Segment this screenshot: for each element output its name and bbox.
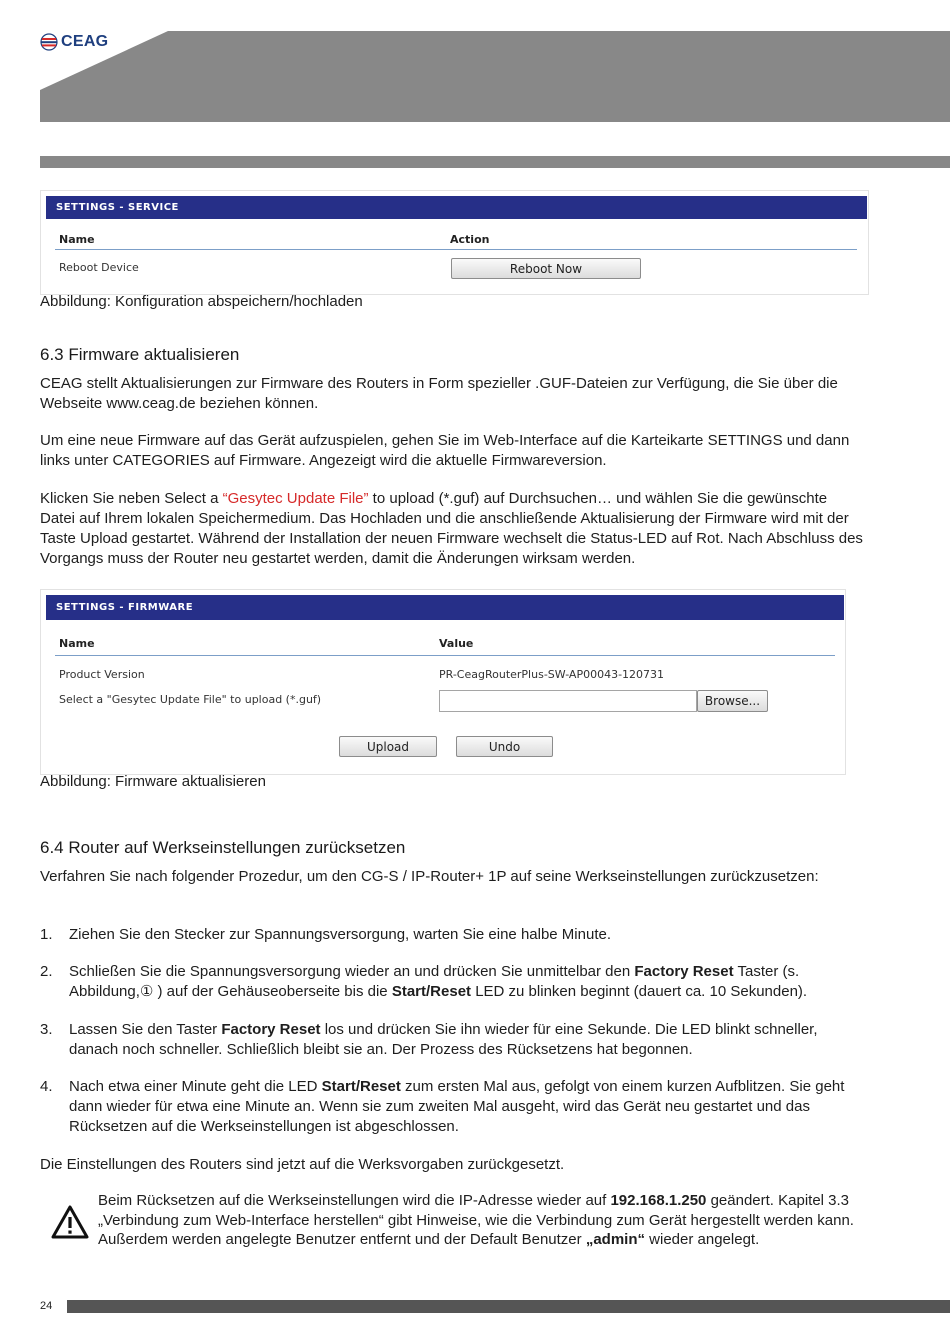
upload-text-a: Klicken Sie neben Select a <box>40 490 223 507</box>
product-version-value: PR-CeagRouterPlus-SW-AP00043-120731 <box>439 668 665 681</box>
browse-button[interactable]: Browse... <box>697 690 768 712</box>
paragraph-reset-outro: Die Einstellungen des Routers sind jetzt auf die Werksvorgaben zurückgesetzt. <box>40 1156 565 1173</box>
list-item-step-3 <box>40 1020 865 1060</box>
warning-text-d: wieder angelegt. <box>645 1231 760 1248</box>
list-number: 1. <box>40 926 53 943</box>
product-version-label: Product Version <box>59 668 145 681</box>
table-header-rule <box>55 655 835 656</box>
start-reset-term: Start/Reset <box>391 983 472 1000</box>
step-text: los und drücken Sie ihn wieder für eine Sekunde. Die LED blinkt schneller, danach noch schneller. Schließlich bleibt sie an. Der Prozess des Rücksetzens hat begonnen. <box>69 1021 818 1058</box>
figure-caption-firmware: Abbildung: Firmware aktualisieren <box>40 773 266 790</box>
column-header-value: Value <box>439 637 474 650</box>
reboot-now-button[interactable]: Reboot Now <box>451 258 641 279</box>
firmware-file-input[interactable] <box>439 690 697 712</box>
warning-text <box>98 1191 868 1250</box>
step-text: Ziehen Sie den Stecker zur Spannungsversorgung, warten Sie eine halbe Minute. <box>69 926 611 943</box>
factory-reset-term: Factory Reset <box>634 963 734 980</box>
column-header-name: Name <box>59 233 95 246</box>
step-text: Lassen Sie den Taster <box>69 1021 222 1038</box>
paragraph-firmware-navigate: Um eine neue Firmware auf das Gerät aufzuspielen, gehen Sie im Web-Interface auf die Karteikarte SETTINGS und dann links unter CATEGORIES auf Firmware. Angezeigt wird die aktuelle Firmwareversion. <box>40 432 850 469</box>
ceag-logo <box>40 33 108 51</box>
ceag-logo-icon <box>40 33 58 51</box>
step-text: Taster (s. Abbildung,① ) auf der Gehäuseoberseite bis die <box>69 963 800 1000</box>
ip-address: 192.168.1.250 <box>610 1192 707 1209</box>
step-text: LED zu blinken beginnt (dauert ca. 10 Sekunden). <box>471 983 808 1000</box>
column-header-action: Action <box>450 233 490 246</box>
list-number: 2. <box>40 963 53 980</box>
upload-button[interactable]: Upload <box>339 736 437 757</box>
paragraph-firmware-intro: CEAG stellt Aktualisierungen zur Firmware des Routers in Form spezieller .GUF-Dateien zur Verfügung, die Sie über die Webseite www.ceag.de beziehen können. <box>40 375 838 412</box>
select-update-file-label: Select a "Gesytec Update File" to upload (*.guf) <box>59 693 322 706</box>
paragraph-firmware-upload <box>40 489 865 569</box>
list-item-step-1 <box>40 925 865 945</box>
screenshot-settings-service <box>40 190 869 295</box>
settings-service-titlebar <box>46 196 867 219</box>
screenshot-settings-firmware <box>40 589 846 775</box>
section-heading-6-3: 6.3 Firmware aktualisieren <box>40 345 240 364</box>
page-number: 24 <box>40 1300 53 1312</box>
footer-band <box>67 1300 950 1313</box>
settings-firmware-title: SETTINGS - FIRMWARE <box>56 602 194 613</box>
sub-header-band <box>40 156 950 168</box>
logo-text: CEAG <box>61 33 109 50</box>
warning-text-c: geändert. Kapitel 3.3 „Verbindung zum Web-Interface herstellen“ gibt Hinweise, wie die Verbindung zum Gerät hergestellt werden kann. Außerdem werden angelegte Benutzer entfernt und der Default Benutzer <box>98 1192 854 1248</box>
step-text: Nach etwa einer Minute geht die LED <box>69 1078 322 1095</box>
settings-firmware-titlebar <box>46 595 844 620</box>
list-number: 3. <box>40 1021 53 1038</box>
figure-caption-config: Abbildung: Konfiguration abspeichern/hochladen <box>40 293 363 310</box>
list-item-step-4 <box>40 1077 865 1137</box>
factory-reset-term: Factory Reset <box>221 1021 321 1038</box>
step-text: zum ersten Mal aus, gefolgt von einem kurzen Aufblitzen. Sie geht dann wieder für etwa eine Minute an. Wenn sie zum zweiten Mal ausgeht, wird das Gerät neu gestartet und das Rücksetzen auf die Werkseinstellungen ist abgeschlossen. <box>69 1078 845 1135</box>
gesytec-update-file-highlight: “Gesytec Update File” <box>222 490 369 507</box>
warning-triangle-icon <box>51 1205 89 1239</box>
list-number: 4. <box>40 1078 53 1095</box>
settings-service-title: SETTINGS - SERVICE <box>56 202 179 213</box>
warning-text-a: Beim Rücksetzen auf die Werkseinstellungen wird die IP-Adresse wieder auf <box>98 1192 611 1209</box>
default-user: „admin“ <box>585 1231 645 1248</box>
header-band <box>0 0 950 125</box>
section-heading-6-4: 6.4 Router auf Werkseinstellungen zurücksetzen <box>40 838 406 857</box>
list-item-step-2 <box>40 962 865 1002</box>
undo-button[interactable]: Undo <box>456 736 553 757</box>
step-text: Schließen Sie die Spannungsversorgung wieder an und drücken Sie unmittelbar den <box>69 963 635 980</box>
column-header-name: Name <box>59 637 95 650</box>
paragraph-reset-intro: Verfahren Sie nach folgender Prozedur, um den CG-S / IP-Router+ 1P auf seine Werkseinstellungen zurückzusetzen: <box>40 868 819 885</box>
reboot-device-label: Reboot Device <box>59 261 139 274</box>
table-header-rule <box>55 249 857 250</box>
start-reset-term: Start/Reset <box>321 1078 401 1095</box>
upload-text-b: to upload (*.guf) auf Durchsuchen… und wählen Sie die gewünschte Datei auf Ihrem lokalen Speichermedium. Das Hochladen und die anschließende Aktualisierung der Firmware wird mit der Taste Upload gestartet. Während der Installation der neuen Firmware wechselt die Status-LED auf Rot. Nach Abschluss des Vorgangs muss der Router neu gestartet werden, damit die Änderungen wirksam werden. <box>40 490 863 567</box>
